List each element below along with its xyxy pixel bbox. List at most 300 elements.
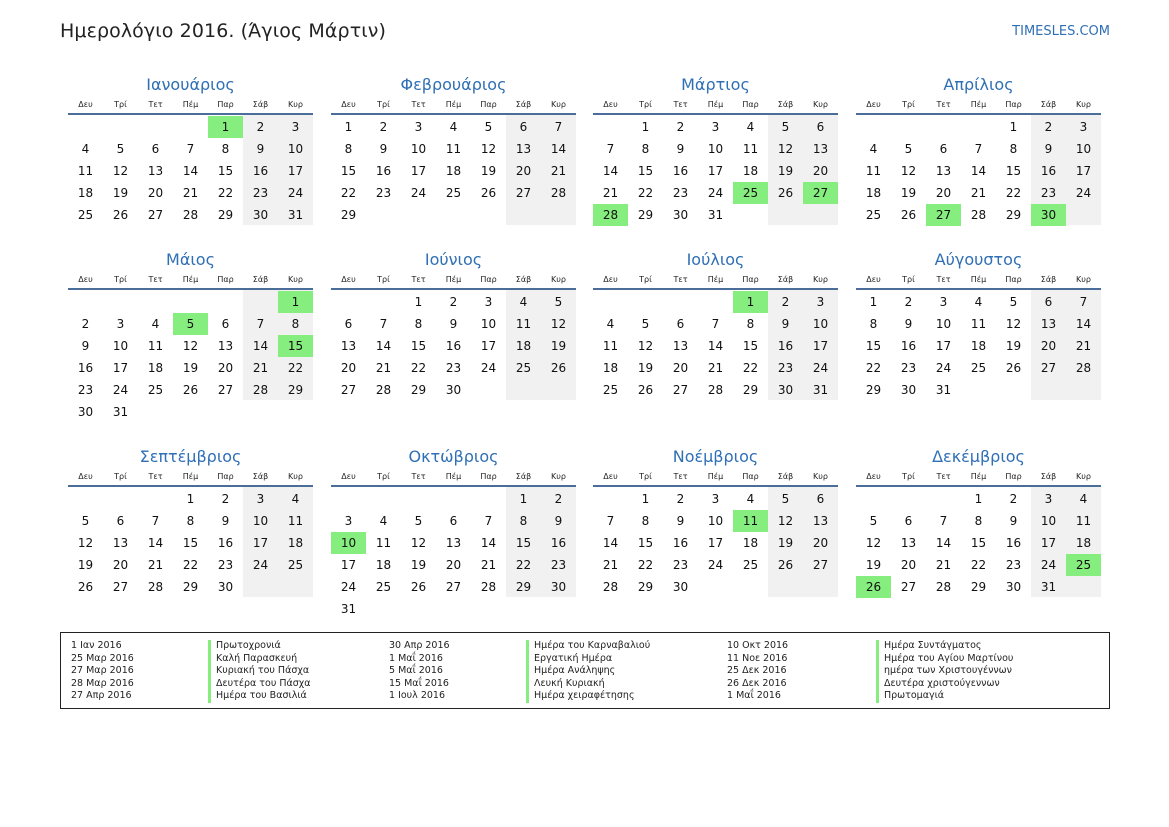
day-cell[interactable]: 16 — [672, 536, 689, 550]
day-cell[interactable]: 11 — [970, 317, 987, 331]
day-cell[interactable]: 13 — [812, 142, 829, 156]
day-cell[interactable]: 20 — [112, 558, 129, 572]
day-cell[interactable]: 15 — [410, 339, 427, 353]
day-cell[interactable]: 22 — [340, 186, 357, 200]
day-cell[interactable]: 17 — [480, 339, 497, 353]
day-cell[interactable]: 6 — [939, 142, 948, 156]
day-cell[interactable]: 8 — [186, 514, 195, 528]
day-cell[interactable]: 25 — [287, 558, 304, 572]
day-cell[interactable]: 4 — [449, 120, 458, 134]
day-cell[interactable]: 14 — [550, 142, 567, 156]
day-cell[interactable]: 13 — [217, 339, 234, 353]
day-cell[interactable]: 13 — [672, 339, 689, 353]
day-cell[interactable]: 4 — [606, 317, 615, 331]
day-cell[interactable]: 29 — [637, 580, 654, 594]
holiday-day-cell[interactable]: 25 — [1066, 554, 1101, 576]
holiday-day-cell[interactable]: 27 — [803, 182, 838, 204]
day-cell[interactable]: 28 — [935, 580, 952, 594]
day-cell[interactable]: 8 — [221, 142, 230, 156]
day-cell[interactable]: 25 — [147, 383, 164, 397]
day-cell[interactable]: 20 — [935, 186, 952, 200]
day-cell[interactable]: 11 — [515, 317, 532, 331]
day-cell[interactable]: 13 — [1040, 317, 1057, 331]
day-cell[interactable]: 17 — [287, 164, 304, 178]
day-cell[interactable]: 3 — [711, 492, 720, 506]
day-cell[interactable]: 13 — [112, 536, 129, 550]
day-cell[interactable]: 20 — [147, 186, 164, 200]
day-cell[interactable]: 28 — [182, 208, 199, 222]
day-cell[interactable]: 23 — [777, 361, 794, 375]
day-cell[interactable]: 28 — [1075, 361, 1092, 375]
day-cell[interactable]: 10 — [1075, 142, 1092, 156]
day-cell[interactable]: 11 — [602, 339, 619, 353]
day-cell[interactable]: 12 — [637, 339, 654, 353]
day-cell[interactable]: 1 — [414, 295, 423, 309]
day-cell[interactable]: 6 — [116, 514, 125, 528]
day-cell[interactable]: 1 — [869, 295, 878, 309]
day-cell[interactable]: 2 — [379, 120, 388, 134]
day-cell[interactable]: 30 — [217, 580, 234, 594]
day-cell[interactable]: 30 — [550, 580, 567, 594]
day-cell[interactable]: 22 — [515, 558, 532, 572]
day-cell[interactable]: 18 — [602, 361, 619, 375]
day-cell[interactable]: 27 — [217, 383, 234, 397]
day-cell[interactable]: 7 — [1079, 295, 1088, 309]
day-cell[interactable]: 2 — [781, 295, 790, 309]
day-cell[interactable]: 31 — [707, 208, 724, 222]
day-cell[interactable]: 20 — [515, 164, 532, 178]
day-cell[interactable]: 21 — [1075, 339, 1092, 353]
day-cell[interactable]: 18 — [1075, 536, 1092, 550]
day-cell[interactable]: 31 — [1040, 580, 1057, 594]
day-cell[interactable]: 18 — [445, 164, 462, 178]
day-cell[interactable]: 5 — [1009, 295, 1018, 309]
day-cell[interactable]: 29 — [742, 383, 759, 397]
day-cell[interactable]: 27 — [112, 580, 129, 594]
day-cell[interactable]: 4 — [1079, 492, 1088, 506]
day-cell[interactable]: 26 — [480, 186, 497, 200]
day-cell[interactable]: 10 — [112, 339, 129, 353]
day-cell[interactable]: 18 — [970, 339, 987, 353]
day-cell[interactable]: 26 — [410, 580, 427, 594]
day-cell[interactable]: 19 — [777, 164, 794, 178]
day-cell[interactable]: 30 — [445, 383, 462, 397]
day-cell[interactable]: 26 — [182, 383, 199, 397]
day-cell[interactable]: 26 — [777, 186, 794, 200]
day-cell[interactable]: 26 — [777, 558, 794, 572]
day-cell[interactable]: 4 — [746, 492, 755, 506]
day-cell[interactable]: 7 — [256, 317, 265, 331]
day-cell[interactable]: 24 — [340, 580, 357, 594]
day-cell[interactable]: 9 — [676, 142, 685, 156]
day-cell[interactable]: 6 — [519, 120, 528, 134]
day-cell[interactable]: 23 — [672, 186, 689, 200]
day-cell[interactable]: 22 — [970, 558, 987, 572]
day-cell[interactable]: 21 — [182, 186, 199, 200]
day-cell[interactable]: 1 — [974, 492, 983, 506]
day-cell[interactable]: 28 — [375, 383, 392, 397]
holiday-day-cell[interactable]: 5 — [173, 313, 208, 335]
day-cell[interactable]: 13 — [935, 164, 952, 178]
day-cell[interactable]: 15 — [182, 536, 199, 550]
day-cell[interactable]: 18 — [742, 164, 759, 178]
day-cell[interactable]: 9 — [81, 339, 90, 353]
day-cell[interactable]: 5 — [781, 120, 790, 134]
day-cell[interactable]: 26 — [1005, 361, 1022, 375]
day-cell[interactable]: 27 — [147, 208, 164, 222]
day-cell[interactable]: 2 — [676, 492, 685, 506]
day-cell[interactable]: 14 — [252, 339, 269, 353]
day-cell[interactable]: 2 — [676, 120, 685, 134]
day-cell[interactable]: 20 — [217, 361, 234, 375]
day-cell[interactable]: 19 — [480, 164, 497, 178]
day-cell[interactable]: 31 — [287, 208, 304, 222]
day-cell[interactable]: 20 — [1040, 339, 1057, 353]
day-cell[interactable]: 5 — [554, 295, 563, 309]
day-cell[interactable]: 2 — [1044, 120, 1053, 134]
day-cell[interactable]: 19 — [900, 186, 917, 200]
day-cell[interactable]: 2 — [81, 317, 90, 331]
day-cell[interactable]: 2 — [256, 120, 265, 134]
day-cell[interactable]: 23 — [550, 558, 567, 572]
day-cell[interactable]: 10 — [707, 142, 724, 156]
day-cell[interactable]: 2 — [554, 492, 563, 506]
day-cell[interactable]: 3 — [116, 317, 125, 331]
day-cell[interactable]: 9 — [449, 317, 458, 331]
day-cell[interactable]: 27 — [445, 580, 462, 594]
day-cell[interactable]: 17 — [707, 164, 724, 178]
day-cell[interactable]: 31 — [112, 405, 129, 419]
day-cell[interactable]: 6 — [449, 514, 458, 528]
day-cell[interactable]: 8 — [344, 142, 353, 156]
day-cell[interactable]: 27 — [1040, 361, 1057, 375]
day-cell[interactable]: 9 — [1009, 514, 1018, 528]
day-cell[interactable]: 20 — [445, 558, 462, 572]
day-cell[interactable]: 28 — [252, 383, 269, 397]
day-cell[interactable]: 12 — [480, 142, 497, 156]
holiday-day-cell[interactable]: 1 — [733, 291, 768, 313]
day-cell[interactable]: 10 — [812, 317, 829, 331]
day-cell[interactable]: 18 — [147, 361, 164, 375]
day-cell[interactable]: 14 — [707, 339, 724, 353]
day-cell[interactable]: 21 — [375, 361, 392, 375]
day-cell[interactable]: 17 — [340, 558, 357, 572]
day-cell[interactable]: 30 — [777, 383, 794, 397]
day-cell[interactable]: 7 — [606, 514, 615, 528]
day-cell[interactable]: 24 — [707, 558, 724, 572]
day-cell[interactable]: 14 — [602, 164, 619, 178]
day-cell[interactable]: 18 — [742, 536, 759, 550]
day-cell[interactable]: 9 — [554, 514, 563, 528]
day-cell[interactable]: 15 — [865, 339, 882, 353]
day-cell[interactable]: 4 — [974, 295, 983, 309]
day-cell[interactable]: 13 — [900, 536, 917, 550]
day-cell[interactable]: 31 — [340, 602, 357, 616]
day-cell[interactable]: 16 — [217, 536, 234, 550]
day-cell[interactable]: 11 — [375, 536, 392, 550]
day-cell[interactable]: 19 — [182, 361, 199, 375]
day-cell[interactable]: 14 — [480, 536, 497, 550]
day-cell[interactable]: 9 — [256, 142, 265, 156]
day-cell[interactable]: 10 — [707, 514, 724, 528]
day-cell[interactable]: 8 — [519, 514, 528, 528]
day-cell[interactable]: 2 — [1009, 492, 1018, 506]
day-cell[interactable]: 24 — [707, 186, 724, 200]
day-cell[interactable]: 3 — [1044, 492, 1053, 506]
day-cell[interactable]: 10 — [410, 142, 427, 156]
day-cell[interactable]: 12 — [900, 164, 917, 178]
day-cell[interactable]: 4 — [519, 295, 528, 309]
day-cell[interactable]: 7 — [186, 142, 195, 156]
day-cell[interactable]: 17 — [812, 339, 829, 353]
day-cell[interactable]: 6 — [816, 120, 825, 134]
day-cell[interactable]: 9 — [781, 317, 790, 331]
day-cell[interactable]: 14 — [970, 164, 987, 178]
day-cell[interactable]: 15 — [742, 339, 759, 353]
day-cell[interactable]: 7 — [151, 514, 160, 528]
day-cell[interactable]: 22 — [637, 558, 654, 572]
day-cell[interactable]: 22 — [865, 361, 882, 375]
day-cell[interactable]: 17 — [935, 339, 952, 353]
day-cell[interactable]: 1 — [186, 492, 195, 506]
day-cell[interactable]: 21 — [147, 558, 164, 572]
day-cell[interactable]: 3 — [1079, 120, 1088, 134]
day-cell[interactable]: 21 — [550, 164, 567, 178]
day-cell[interactable]: 3 — [484, 295, 493, 309]
day-cell[interactable]: 16 — [777, 339, 794, 353]
day-cell[interactable]: 18 — [375, 558, 392, 572]
day-cell[interactable]: 27 — [340, 383, 357, 397]
day-cell[interactable]: 16 — [77, 361, 94, 375]
day-cell[interactable]: 21 — [970, 186, 987, 200]
day-cell[interactable]: 14 — [1075, 317, 1092, 331]
day-cell[interactable]: 13 — [812, 514, 829, 528]
day-cell[interactable]: 6 — [344, 317, 353, 331]
day-cell[interactable]: 8 — [869, 317, 878, 331]
day-cell[interactable]: 26 — [550, 361, 567, 375]
day-cell[interactable]: 24 — [935, 361, 952, 375]
holiday-day-cell[interactable]: 11 — [733, 510, 768, 532]
day-cell[interactable]: 2 — [221, 492, 230, 506]
day-cell[interactable]: 25 — [742, 558, 759, 572]
day-cell[interactable]: 28 — [480, 580, 497, 594]
day-cell[interactable]: 12 — [777, 142, 794, 156]
day-cell[interactable]: 9 — [221, 514, 230, 528]
day-cell[interactable]: 7 — [711, 317, 720, 331]
day-cell[interactable]: 13 — [147, 164, 164, 178]
day-cell[interactable]: 18 — [865, 186, 882, 200]
day-cell[interactable]: 24 — [480, 361, 497, 375]
day-cell[interactable]: 5 — [904, 142, 913, 156]
day-cell[interactable]: 30 — [77, 405, 94, 419]
day-cell[interactable]: 30 — [672, 208, 689, 222]
day-cell[interactable]: 8 — [641, 514, 650, 528]
day-cell[interactable]: 15 — [637, 164, 654, 178]
day-cell[interactable]: 31 — [812, 383, 829, 397]
day-cell[interactable]: 16 — [900, 339, 917, 353]
day-cell[interactable]: 23 — [900, 361, 917, 375]
day-cell[interactable]: 8 — [1009, 142, 1018, 156]
day-cell[interactable]: 19 — [637, 361, 654, 375]
day-cell[interactable]: 10 — [1040, 514, 1057, 528]
day-cell[interactable]: 19 — [777, 536, 794, 550]
day-cell[interactable]: 19 — [865, 558, 882, 572]
day-cell[interactable]: 11 — [742, 142, 759, 156]
day-cell[interactable]: 17 — [1075, 164, 1092, 178]
holiday-day-cell[interactable]: 28 — [593, 204, 628, 226]
day-cell[interactable]: 6 — [221, 317, 230, 331]
day-cell[interactable]: 30 — [1005, 580, 1022, 594]
day-cell[interactable]: 13 — [340, 339, 357, 353]
day-cell[interactable]: 16 — [672, 164, 689, 178]
day-cell[interactable]: 20 — [672, 361, 689, 375]
day-cell[interactable]: 3 — [344, 514, 353, 528]
day-cell[interactable]: 24 — [287, 186, 304, 200]
day-cell[interactable]: 3 — [816, 295, 825, 309]
day-cell[interactable]: 21 — [252, 361, 269, 375]
day-cell[interactable]: 29 — [287, 383, 304, 397]
day-cell[interactable]: 21 — [935, 558, 952, 572]
holiday-day-cell[interactable]: 26 — [856, 576, 891, 598]
day-cell[interactable]: 11 — [147, 339, 164, 353]
day-cell[interactable]: 10 — [935, 317, 952, 331]
day-cell[interactable]: 11 — [1075, 514, 1092, 528]
day-cell[interactable]: 25 — [970, 361, 987, 375]
day-cell[interactable]: 26 — [900, 208, 917, 222]
day-cell[interactable]: 13 — [445, 536, 462, 550]
day-cell[interactable]: 26 — [112, 208, 129, 222]
day-cell[interactable]: 5 — [81, 514, 90, 528]
day-cell[interactable]: 1 — [641, 492, 650, 506]
day-cell[interactable]: 9 — [904, 317, 913, 331]
day-cell[interactable]: 22 — [410, 361, 427, 375]
day-cell[interactable]: 6 — [816, 492, 825, 506]
day-cell[interactable]: 5 — [414, 514, 423, 528]
day-cell[interactable]: 16 — [252, 164, 269, 178]
day-cell[interactable]: 17 — [252, 536, 269, 550]
day-cell[interactable]: 1 — [344, 120, 353, 134]
day-cell[interactable]: 4 — [151, 317, 160, 331]
day-cell[interactable]: 14 — [147, 536, 164, 550]
holiday-day-cell[interactable]: 25 — [733, 182, 768, 204]
day-cell[interactable]: 29 — [637, 208, 654, 222]
day-cell[interactable]: 23 — [1005, 558, 1022, 572]
day-cell[interactable]: 12 — [410, 536, 427, 550]
day-cell[interactable]: 5 — [781, 492, 790, 506]
day-cell[interactable]: 11 — [445, 142, 462, 156]
day-cell[interactable]: 23 — [375, 186, 392, 200]
day-cell[interactable]: 12 — [865, 536, 882, 550]
day-cell[interactable]: 29 — [217, 208, 234, 222]
day-cell[interactable]: 16 — [1005, 536, 1022, 550]
day-cell[interactable]: 23 — [1040, 186, 1057, 200]
day-cell[interactable]: 26 — [637, 383, 654, 397]
day-cell[interactable]: 15 — [637, 536, 654, 550]
day-cell[interactable]: 25 — [602, 383, 619, 397]
day-cell[interactable]: 17 — [707, 536, 724, 550]
day-cell[interactable]: 11 — [865, 164, 882, 178]
day-cell[interactable]: 4 — [746, 120, 755, 134]
day-cell[interactable]: 19 — [112, 186, 129, 200]
day-cell[interactable]: 6 — [1044, 295, 1053, 309]
day-cell[interactable]: 5 — [484, 120, 493, 134]
day-cell[interactable]: 8 — [641, 142, 650, 156]
day-cell[interactable]: 4 — [379, 514, 388, 528]
day-cell[interactable]: 22 — [637, 186, 654, 200]
day-cell[interactable]: 25 — [515, 361, 532, 375]
day-cell[interactable]: 19 — [77, 558, 94, 572]
day-cell[interactable]: 30 — [252, 208, 269, 222]
day-cell[interactable]: 23 — [672, 558, 689, 572]
day-cell[interactable]: 22 — [217, 186, 234, 200]
day-cell[interactable]: 29 — [410, 383, 427, 397]
day-cell[interactable]: 20 — [812, 164, 829, 178]
day-cell[interactable]: 7 — [606, 142, 615, 156]
day-cell[interactable]: 15 — [340, 164, 357, 178]
day-cell[interactable]: 20 — [812, 536, 829, 550]
day-cell[interactable]: 31 — [935, 383, 952, 397]
day-cell[interactable]: 12 — [77, 536, 94, 550]
day-cell[interactable]: 28 — [707, 383, 724, 397]
day-cell[interactable]: 24 — [812, 361, 829, 375]
holiday-day-cell[interactable]: 15 — [278, 335, 313, 357]
holiday-day-cell[interactable]: 1 — [208, 116, 243, 138]
day-cell[interactable]: 9 — [379, 142, 388, 156]
day-cell[interactable]: 15 — [515, 536, 532, 550]
day-cell[interactable]: 19 — [410, 558, 427, 572]
day-cell[interactable]: 14 — [602, 536, 619, 550]
day-cell[interactable]: 3 — [414, 120, 423, 134]
day-cell[interactable]: 25 — [865, 208, 882, 222]
day-cell[interactable]: 25 — [375, 580, 392, 594]
day-cell[interactable]: 8 — [746, 317, 755, 331]
day-cell[interactable]: 10 — [480, 317, 497, 331]
day-cell[interactable]: 29 — [970, 580, 987, 594]
day-cell[interactable]: 10 — [287, 142, 304, 156]
day-cell[interactable]: 21 — [707, 361, 724, 375]
day-cell[interactable]: 1 — [1009, 120, 1018, 134]
day-cell[interactable]: 20 — [900, 558, 917, 572]
day-cell[interactable]: 10 — [252, 514, 269, 528]
day-cell[interactable]: 1 — [519, 492, 528, 506]
day-cell[interactable]: 13 — [515, 142, 532, 156]
day-cell[interactable]: 2 — [449, 295, 458, 309]
day-cell[interactable]: 21 — [602, 558, 619, 572]
day-cell[interactable]: 5 — [641, 317, 650, 331]
day-cell[interactable]: 25 — [445, 186, 462, 200]
day-cell[interactable]: 5 — [869, 514, 878, 528]
site-link[interactable]: TIMESLES.COM — [1012, 24, 1110, 39]
day-cell[interactable]: 21 — [480, 558, 497, 572]
day-cell[interactable]: 2 — [904, 295, 913, 309]
day-cell[interactable]: 22 — [287, 361, 304, 375]
day-cell[interactable]: 4 — [291, 492, 300, 506]
day-cell[interactable]: 24 — [112, 383, 129, 397]
day-cell[interactable]: 8 — [974, 514, 983, 528]
day-cell[interactable]: 23 — [77, 383, 94, 397]
day-cell[interactable]: 9 — [1044, 142, 1053, 156]
day-cell[interactable]: 8 — [291, 317, 300, 331]
day-cell[interactable]: 3 — [939, 295, 948, 309]
day-cell[interactable]: 6 — [904, 514, 913, 528]
day-cell[interactable]: 24 — [252, 558, 269, 572]
day-cell[interactable]: 15 — [1005, 164, 1022, 178]
day-cell[interactable]: 29 — [1005, 208, 1022, 222]
day-cell[interactable]: 7 — [974, 142, 983, 156]
day-cell[interactable]: 12 — [112, 164, 129, 178]
day-cell[interactable]: 7 — [484, 514, 493, 528]
day-cell[interactable]: 14 — [935, 536, 952, 550]
